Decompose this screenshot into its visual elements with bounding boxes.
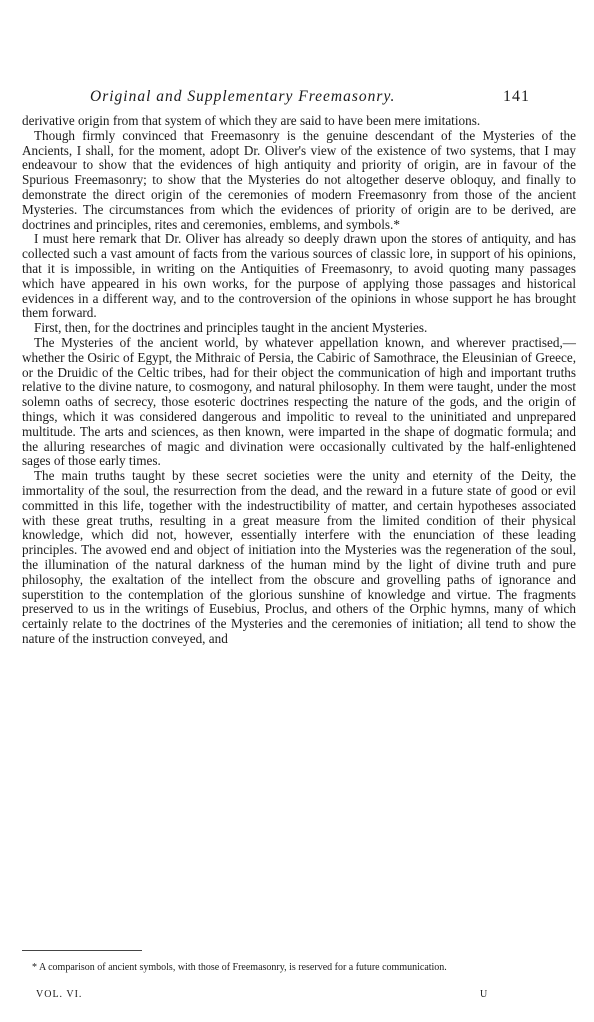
footnote xyxy=(22,962,576,973)
paragraph: The Mysteries of the ancient world, by whatever appellation known, and wherever practised,—whether the Osiric of Egypt, the Mithraic of Persia, the Cabiric of Samothrace, the Eleusinian of Greece, or the Druidic of the Celtic tribes, had for their object the communication of high and important truths relative to the divine nature, to cosmogony, and natural philosophy. In them were taught, under the most solemn oaths of secrecy, those esoteric doctrines respecting the nature of the gods, and the origin of things, which it was considered dangerous and impolitic to reveal to the uninitiated and unprepared multitude. The arts and sciences, as then known, were imparted in the shape of dogmatic formula; and the alluring researches of magic and divination were occasionally cultivated by the half-enlightened sages of those early times. xyxy=(22,334,576,469)
paragraph: I must here remark that Dr. Oliver has already so deeply drawn upon the stores of antiquity, and has collected such a vast amount of facts from the various sources of classic lore, in support of his opinions, that it is impossible, in writing on the Antiquities of Freemasonry, to avoid quoting many passages which have appeared in his own works, for the purpose of applying those passages and historical evidences in a different way, and to the controversion of the opinions in whose support he has brought them forward. xyxy=(22,231,576,321)
footnote-divider xyxy=(22,950,142,951)
paragraph: First, then, for the doctrines and principles taught in the ancient Mysteries. xyxy=(34,320,428,336)
signature-mark: U xyxy=(480,989,488,1000)
volume-label: VOL. VI. xyxy=(36,989,83,1000)
running-title: Original and Supplementary Freemasonry. xyxy=(90,88,396,105)
body-text xyxy=(22,114,576,647)
page-number: 141 xyxy=(503,88,530,105)
paragraph-continuation: derivative origin from that system of which they are said to have been mere imitations. xyxy=(22,113,481,128)
paragraph: Though firmly convinced that Freemasonry is the genuine descendant of the Mysteries of the Ancients, I shall, for the moment, adopt Dr. Oliver's view of the existence of two systems, that I may endeavour to show that the evidences of high antiquity and priority of origin, are in favour of the Spurious Freemasonry; to show that the Mysteries do not altogether deserve obloquy, and finally to demonstrate the direct origin of the ceremonies of modern Freemasonry from those of the ancient Mysteries. The circumstances from which the evidences of priority of origin are to be derived, are doctrines and principles, rites and ceremonies, emblems, and symbols.* xyxy=(22,127,576,232)
footnote-text: * A comparison of ancient symbols, with those of Freemasonry, is reserved for a future communication. xyxy=(32,962,447,973)
paragraph: The main truths taught by these secret societies were the unity and eternity of the Deity, the immortality of the soul, the resurrection from the dead, and the reward in a future state of good or evil committed in this life, together with the indestructibility of matter, and certain hypotheses associated with these great truths, resulting in a great measure from the limited condition of their physical knowledge, which did not, however, essentially interfere with the enunciation of these leading principles. The avowed end and object of initiation into the Mysteries was the regeneration of the soul, the illumination of the natural darkness of the human mind by the light of divine truth and pure philosophy, the exaltation of the intellect from the obscure and grovelling paths of ignorance and superstition to the contemplation of the glorious sunshine of knowledge and virtue. The fragments preserved to us in the writings of Eusebius, Proclus, and others of the Orphic hymns, many of which certainly relate to the doctrines of the Mysteries and the ceremonies of initiation; all tend to show the nature of the instruction conveyed, and xyxy=(22,468,576,646)
